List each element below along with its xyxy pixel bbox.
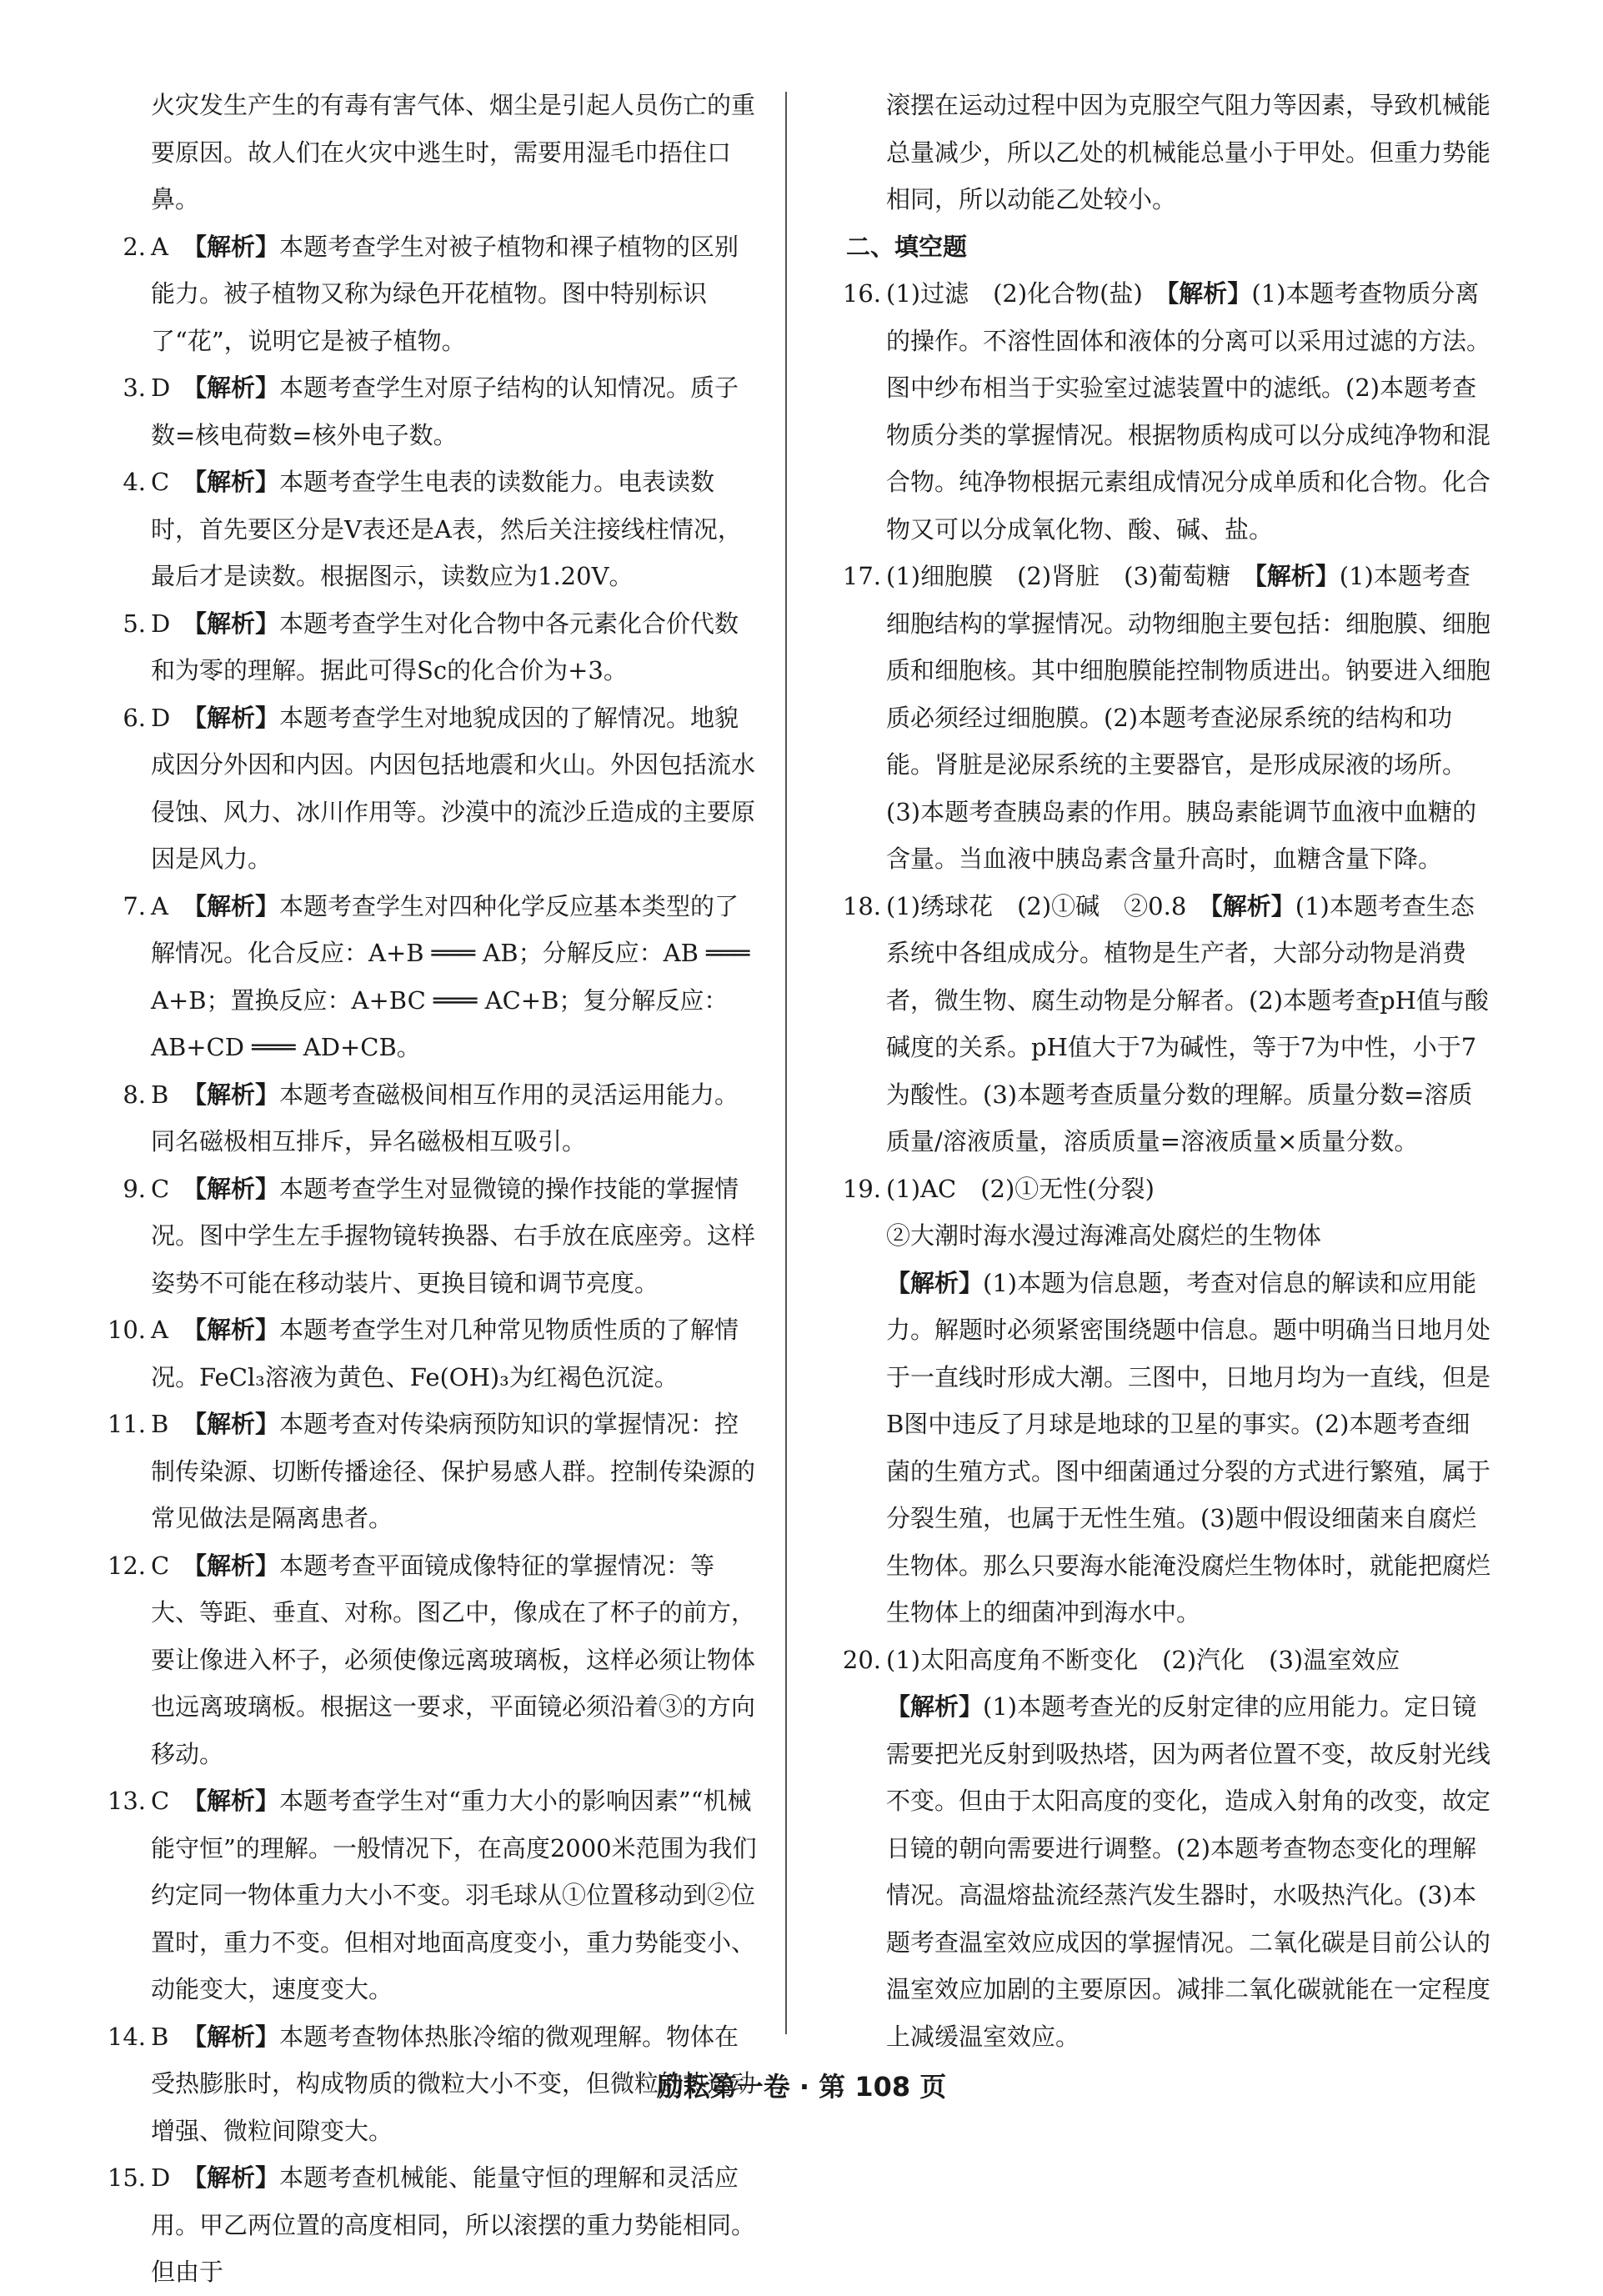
answer-item bbox=[107, 1777, 761, 2013]
item-number: 8. bbox=[123, 1080, 146, 1109]
answer-item bbox=[842, 553, 1492, 883]
item-number: 2. bbox=[123, 232, 146, 261]
answer-item bbox=[107, 1542, 761, 1778]
answer-choice: B bbox=[151, 1410, 169, 1438]
analysis-text: 本题考查学生电表的读数能力。电表读数时，首先要区分是V表还是A表，然后关注接线柱情况，最后才是读数。根据图示，读数应为1.20V。 bbox=[151, 468, 742, 590]
answer-item bbox=[111, 1166, 761, 1307]
answer-choice: A bbox=[151, 891, 168, 920]
analysis-text: 本题考查对传染病预防知识的掌握情况：控制传染源、切断传播途径、保护易感人群。控制传染源的常见做法是隔离患者。 bbox=[151, 1410, 756, 1532]
item-number: 6. bbox=[123, 703, 146, 732]
answer-choice: A bbox=[151, 232, 168, 261]
item-number: 3. bbox=[123, 373, 146, 402]
item-number: 9. bbox=[123, 1174, 146, 1203]
analysis-tag: 【解析】 bbox=[183, 1551, 280, 1580]
analysis-tag: 【解析】 bbox=[886, 1268, 984, 1297]
answer-item bbox=[107, 1306, 761, 1401]
analysis-tag: 【解析】 bbox=[1166, 279, 1252, 308]
analysis-block bbox=[846, 1683, 1492, 2060]
item-number: 11. bbox=[107, 1410, 146, 1438]
item-number: 19. bbox=[842, 1174, 881, 1203]
item-number: 17. bbox=[842, 562, 881, 590]
analysis-block bbox=[846, 1260, 1492, 1637]
analysis-tag: 【解析】 bbox=[183, 1316, 280, 1344]
continued-text: 火灾发生产生的有毒有害气体、烟尘是引起人员伤亡的重要原因。故人们在火灾中逃生时，需要用湿毛巾捂住口鼻。 bbox=[151, 91, 756, 213]
answer-item bbox=[111, 459, 761, 600]
analysis-text: 本题考查学生对化合物中各元素化合价代数和为零的理解。据此可得Sc的化合价为+3。 bbox=[151, 609, 739, 684]
analysis-text: 本题考查学生对“重力大小的影响因素”“机械能守恒”的理解。一般情况下，在高度2000米范围为我们约定同一物体重力大小不变。羽毛球从①位置移动到②位置时，重力不变。但相对地面高度变小，重力势能变小、动能变大，速度变大。 bbox=[151, 1787, 757, 2003]
item-number: 18. bbox=[842, 891, 881, 920]
right-column bbox=[842, 82, 1492, 2060]
analysis-text: 本题考查物体热胀冷缩的微观理解。物体在受热膨胀时，构成物质的微粒大小不变，但微粒的热运动增强、微粒间隙变大。 bbox=[151, 2022, 756, 2145]
answer-line-2: ②大潮时海水漫过海滩高处腐烂的生物体 bbox=[886, 1221, 1322, 1250]
answer-choice: A bbox=[151, 1316, 168, 1344]
analysis-tag: 【解析】 bbox=[1255, 562, 1340, 590]
analysis-tag: 【解析】 bbox=[183, 373, 280, 402]
answer-choice: C bbox=[151, 468, 170, 496]
answer-item bbox=[842, 883, 1492, 1166]
answer-item bbox=[107, 2154, 761, 2296]
analysis-text: (1)本题考查生态系统中各组成成分。植物是生产者，大部分动物是消费者，微生物、腐生动物是分解者。(2)本题考查pH值与酸碱度的关系。pH值大于7为碱性，等于7为中性，小于7为酸性。(3)本题考查质量分数的理解。质量分数=溶质质量/溶液质量，溶质质量=溶液质量×质量分数。 bbox=[886, 891, 1489, 1156]
left-column bbox=[107, 82, 761, 2296]
answer-choice: C bbox=[151, 1787, 170, 1815]
answer-choice: (1)太阳高度角不断变化 (2)汽化 (3)温室效应 bbox=[886, 1645, 1400, 1674]
analysis-tag: 【解析】 bbox=[183, 609, 280, 638]
answer-choice: C bbox=[151, 1174, 170, 1203]
analysis-tag: 【解析】 bbox=[183, 1080, 280, 1109]
analysis-tag: 【解析】 bbox=[183, 468, 280, 496]
answer-choice: D bbox=[151, 373, 171, 402]
answer-choice: (1)AC (2)①无性(分裂) bbox=[886, 1174, 1155, 1203]
answer-item bbox=[111, 1071, 761, 1166]
analysis-text: 本题考查学生对被子植物和裸子植物的区别能力。被子植物又称为绿色开花植物。图中特别标识了“花”，说明它是被子植物。 bbox=[151, 232, 739, 355]
item-number: 14. bbox=[107, 2022, 146, 2051]
page-footer: 励耘第一卷 · 第 108 页 bbox=[656, 2071, 947, 2103]
answer-item bbox=[111, 364, 761, 459]
analysis-text: 本题考查机械能、能量守恒的理解和灵活应用。甲乙两位置的高度相同，所以滚摆的重力势能相同。但由于 bbox=[151, 2163, 756, 2286]
analysis-tag: 【解析】 bbox=[183, 2163, 280, 2192]
item-number: 5. bbox=[123, 609, 146, 638]
analysis-tag: 【解析】 bbox=[183, 703, 280, 732]
analysis-tag: 【解析】 bbox=[1210, 891, 1295, 920]
analysis-text: 本题考查磁极间相互作用的灵活运用能力。同名磁极相互排斥，异名磁极相互吸引。 bbox=[151, 1080, 739, 1156]
analysis-text: (1)本题考查细胞结构的掌握情况。动物细胞主要包括：细胞膜、细胞质和细胞核。其中细胞膜能控制物质进出。钠要进入细胞质必须经过细胞膜。(2)本题考查泌尿系统的结构和功能。肾脏是泌尿系统的主要器官，是形成尿液的场所。(3)本题考查胰岛素的作用。胰岛素能调节血液中血糖的含量。当血液中胰岛素含量升高时，血糖含量下降。 bbox=[886, 562, 1491, 873]
analysis-tag: 【解析】 bbox=[183, 232, 280, 261]
analysis-text: 本题考查平面镜成像特征的掌握情况：等大、等距、垂直、对称。图乙中，像成在了杯子的前方，要让像进入杯子，必须使像远离玻璃板，这样必须让物体也远离玻璃板。根据这一要求，平面镜必须沿着③的方向移动。 bbox=[151, 1551, 756, 1768]
column-divider bbox=[785, 92, 787, 2034]
analysis-tag: 【解析】 bbox=[886, 1692, 984, 1721]
analysis-text: 本题考查学生对四种化学反应基本类型的了解情况。化合反应：A+B ═══ AB；分解反应：AB ═══ A+B；置换反应：A+BC ═══ AC+B；复分解反应：AB+CD ═══ AD+CB。 bbox=[151, 891, 750, 1061]
analysis-tag: 【解析】 bbox=[183, 1410, 280, 1438]
item-number: 4. bbox=[123, 468, 146, 496]
answer-item bbox=[107, 1401, 761, 1542]
answer-choice: (1)过滤 (2)化合物(盐) bbox=[886, 279, 1167, 308]
item-number: 7. bbox=[123, 891, 146, 920]
answer-item bbox=[111, 223, 761, 365]
analysis-text: 本题考查学生对几种常见物质性质的了解情况。FeCl₃溶液为黄色、Fe(OH)₃为红褐色沉淀。 bbox=[151, 1316, 739, 1391]
analysis-text: (1)本题考查物质分离的操作。不溶性固体和液体的分离可以采用过滤的方法。图中纱布相当于实验室过滤装置中的滤纸。(2)本题考查物质分类的掌握情况。根据物质构成可以分成纯净物和混合物。纯净物根据元素组成情况分成单质和化合物。化合物又可以分成氧化物、酸、碱、盐。 bbox=[886, 279, 1491, 544]
answer-choice: D bbox=[151, 703, 171, 732]
analysis-text: 本题考查学生对原子结构的认知情况。质子数=核电荷数=核外电子数。 bbox=[151, 373, 739, 449]
answer-choice: (1)绣球花 (2)①碱 ②0.8 bbox=[886, 891, 1211, 920]
answer-choice: D bbox=[151, 2163, 171, 2192]
answer-item bbox=[111, 883, 761, 1071]
answer-item bbox=[842, 1637, 1492, 1684]
answer-choice: C bbox=[151, 1551, 170, 1580]
item-number: 16. bbox=[842, 279, 881, 308]
continued-text: 滚摆在运动过程中因为克服空气阻力等因素，导致机械能总量减少，所以乙处的机械能总量小于甲处。但重力势能相同，所以动能乙处较小。 bbox=[886, 91, 1491, 213]
answer-item bbox=[842, 1166, 1492, 1213]
answer-choice: (1)细胞膜 (2)肾脏 (3)葡萄糖 bbox=[886, 562, 1255, 590]
answer-item bbox=[842, 270, 1492, 553]
answer-item bbox=[111, 600, 761, 694]
analysis-text: 本题考查学生对显微镜的操作技能的掌握情况。图中学生左手握物镜转换器、右手放在底座旁。这样姿势不可能在移动装片、更换目镜和调节亮度。 bbox=[151, 1174, 756, 1297]
answer-choice: D bbox=[151, 609, 171, 638]
analysis-tag: 【解析】 bbox=[183, 891, 280, 920]
item-number: 15. bbox=[107, 2163, 146, 2192]
analysis-tag: 【解析】 bbox=[183, 1787, 280, 1815]
analysis-tag: 【解析】 bbox=[183, 2022, 280, 2051]
analysis-text: (1)本题考查光的反射定律的应用能力。定日镜需要把光反射到吸热塔，因为两者位置不变，故反射光线不变。但由于太阳高度的变化，造成入射角的改变，故定日镜的朝向需要进行调整。(2)本题考查物态变化的理解情况。高温熔盐流经蒸汽发生器时，水吸热汽化。(3)本题考查温室效应成因的掌握情况。二氧化碳是目前公认的温室效应加剧的主要原因。减排二氧化碳就能在一定程度上减缓温室效应。 bbox=[886, 1692, 1491, 2051]
analysis-text: (1)本题为信息题，考查对信息的解读和应用能力。解题时必须紧密围绕题中信息。题中明确当日地月处于一直线时形成大潮。三图中，日地月均为一直线，但是B图中违反了月球是地球的卫星的事实。(2)本题考查细菌的生殖方式。图中细菌通过分裂的方式进行繁殖，属于分裂生殖，也属于无性生殖。(3)题中假设细菌来自腐烂生物体。那么只要海水能淹没腐烂生物体时，就能把腐烂生物体上的细菌冲到海水中。 bbox=[886, 1268, 1491, 1627]
analysis-tag: 【解析】 bbox=[183, 1174, 280, 1203]
answer-item bbox=[111, 694, 761, 883]
answer-choice: B bbox=[151, 1080, 169, 1109]
item-number: 12. bbox=[107, 1551, 146, 1580]
analysis-text: 本题考查学生对地貌成因的了解情况。地貌成因分外因和内因。内因包括地震和火山。外因包括流水侵蚀、风力、冰川作用等。沙漠中的流沙丘造成的主要原因是风力。 bbox=[151, 703, 756, 873]
answer-choice: B bbox=[151, 2022, 169, 2051]
item-number: 10. bbox=[107, 1316, 146, 1344]
section-title: 二、填空题 bbox=[846, 232, 968, 261]
item-number: 13. bbox=[107, 1787, 146, 1815]
item-number: 20. bbox=[842, 1645, 881, 1674]
